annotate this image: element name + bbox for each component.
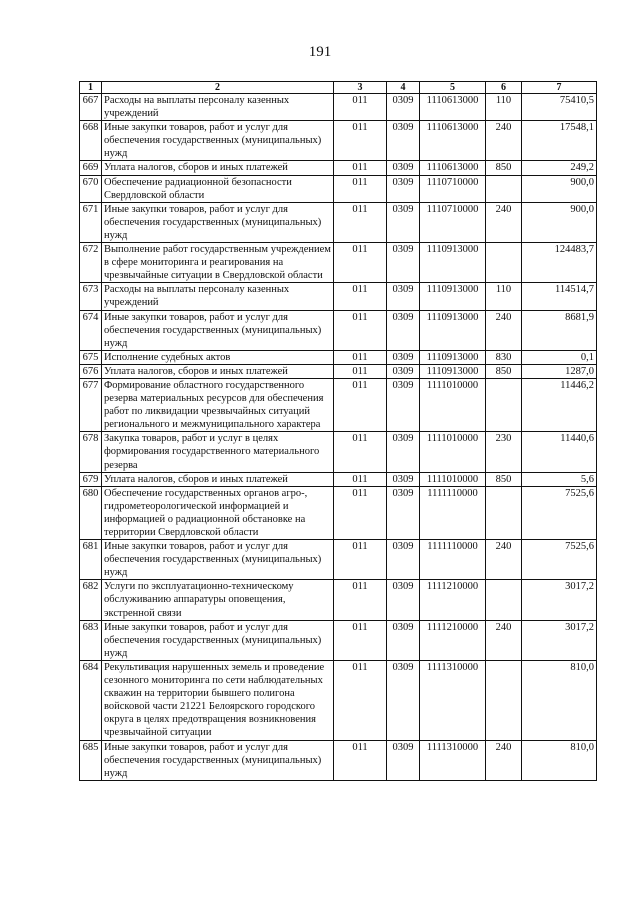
expense-name: Расходы на выплаты персоналу казенных учреждений [102, 283, 334, 310]
row-number: 683 [80, 620, 102, 660]
table-row [80, 486, 597, 539]
expense-type-code: 240 [486, 310, 522, 350]
section-code: 0309 [387, 660, 420, 740]
expense-name: Иные закупки товаров, работ и услуг для обеспечения государственных (муниципальных) нужд [102, 202, 334, 242]
table-row [80, 580, 597, 620]
ministry-code: 011 [334, 472, 387, 486]
expense-type-code: 110 [486, 94, 522, 121]
ministry-code: 011 [334, 620, 387, 660]
row-number: 674 [80, 310, 102, 350]
expense-name: Уплата налогов, сборов и иных платежей [102, 161, 334, 175]
section-code: 0309 [387, 161, 420, 175]
target-article-code: 1110613000 [420, 121, 486, 161]
row-number: 678 [80, 432, 102, 472]
target-article-code: 1110913000 [420, 364, 486, 378]
expense-name: Уплата налогов, сборов и иных платежей [102, 364, 334, 378]
row-number: 677 [80, 378, 102, 431]
expense-type-code: 830 [486, 350, 522, 364]
amount: 11446,2 [522, 378, 597, 431]
amount: 7525,6 [522, 486, 597, 539]
table-row [80, 161, 597, 175]
expense-name: Формирование областного государственного резерва материальных ресурсов для обеспечения работ по ликвидации чрезвычайных ситуаций регионального и межмуниципального характера [102, 378, 334, 431]
row-number: 675 [80, 350, 102, 364]
target-article-code: 1111210000 [420, 620, 486, 660]
amount: 3017,2 [522, 620, 597, 660]
row-number: 670 [80, 175, 102, 202]
amount: 124483,7 [522, 243, 597, 283]
section-code: 0309 [387, 486, 420, 539]
section-code: 0309 [387, 283, 420, 310]
expense-name: Иные закупки товаров, работ и услуг для обеспечения государственных (муниципальных) нужд [102, 121, 334, 161]
expense-name: Закупка товаров, работ и услуг в целях формирования государственного материального резерва [102, 432, 334, 472]
table-row [80, 364, 597, 378]
expense-type-code [486, 580, 522, 620]
table-row [80, 350, 597, 364]
table-row [80, 121, 597, 161]
ministry-code: 011 [334, 364, 387, 378]
table-row [80, 283, 597, 310]
row-number: 680 [80, 486, 102, 539]
expense-name: Уплата налогов, сборов и иных платежей [102, 472, 334, 486]
amount: 114514,7 [522, 283, 597, 310]
header-col-4: 4 [387, 82, 420, 94]
expense-name: Иные закупки товаров, работ и услуг для обеспечения государственных (муниципальных) нужд [102, 740, 334, 780]
expense-type-code: 850 [486, 161, 522, 175]
section-code: 0309 [387, 243, 420, 283]
row-number: 669 [80, 161, 102, 175]
expense-type-code: 110 [486, 283, 522, 310]
section-code: 0309 [387, 740, 420, 780]
ministry-code: 011 [334, 540, 387, 580]
expense-name: Расходы на выплаты персоналу казенных учреждений [102, 94, 334, 121]
expense-type-code: 240 [486, 740, 522, 780]
row-number: 673 [80, 283, 102, 310]
target-article-code: 1111010000 [420, 432, 486, 472]
section-code: 0309 [387, 202, 420, 242]
expense-type-code [486, 378, 522, 431]
row-number: 679 [80, 472, 102, 486]
table-row [80, 432, 597, 472]
target-article-code: 1111010000 [420, 472, 486, 486]
expense-type-code [486, 486, 522, 539]
table-row [80, 310, 597, 350]
header-col-6: 6 [486, 82, 522, 94]
row-number: 667 [80, 94, 102, 121]
amount: 17548,1 [522, 121, 597, 161]
expense-type-code: 240 [486, 121, 522, 161]
table-row [80, 378, 597, 431]
table-row [80, 175, 597, 202]
section-code: 0309 [387, 94, 420, 121]
amount: 5,6 [522, 472, 597, 486]
amount: 11440,6 [522, 432, 597, 472]
expense-name: Обеспечение радиационной безопасности Свердловской области [102, 175, 334, 202]
expense-type-code [486, 175, 522, 202]
section-code: 0309 [387, 472, 420, 486]
row-number: 682 [80, 580, 102, 620]
target-article-code: 1110710000 [420, 175, 486, 202]
amount: 7525,6 [522, 540, 597, 580]
ministry-code: 011 [334, 283, 387, 310]
section-code: 0309 [387, 175, 420, 202]
expense-type-code: 850 [486, 364, 522, 378]
ministry-code: 011 [334, 121, 387, 161]
section-code: 0309 [387, 540, 420, 580]
target-article-code: 1111310000 [420, 660, 486, 740]
ministry-code: 011 [334, 350, 387, 364]
header-col-7: 7 [522, 82, 597, 94]
expense-type-code: 240 [486, 620, 522, 660]
target-article-code: 1111010000 [420, 378, 486, 431]
budget-table [79, 81, 597, 781]
target-article-code: 1110913000 [420, 310, 486, 350]
ministry-code: 011 [334, 175, 387, 202]
amount: 810,0 [522, 660, 597, 740]
expense-name: Обеспечение государственных органов агро-, гидрометеорологической информацией и информацией о радиационной обстановке на территории Свердловской области [102, 486, 334, 539]
expense-type-code [486, 243, 522, 283]
expense-name: Иные закупки товаров, работ и услуг для обеспечения государственных (муниципальных) нужд [102, 310, 334, 350]
table-row [80, 660, 597, 740]
expense-name: Услуги по эксплуатационно-техническому обслуживанию аппаратуры оповещения, экстренной связи [102, 580, 334, 620]
expense-type-code [486, 660, 522, 740]
expense-name: Иные закупки товаров, работ и услуг для обеспечения государственных (муниципальных) нужд [102, 540, 334, 580]
amount: 75410,5 [522, 94, 597, 121]
row-number: 676 [80, 364, 102, 378]
row-number: 685 [80, 740, 102, 780]
row-number: 671 [80, 202, 102, 242]
target-article-code: 1111310000 [420, 740, 486, 780]
target-article-code: 1111110000 [420, 486, 486, 539]
table-row [80, 472, 597, 486]
ministry-code: 011 [334, 243, 387, 283]
ministry-code: 011 [334, 202, 387, 242]
expense-name: Выполнение работ государственным учреждением в сфере мониторинга и реагирования на чрезвычайные ситуации в Свердловской области [102, 243, 334, 283]
target-article-code: 1111210000 [420, 580, 486, 620]
row-number: 672 [80, 243, 102, 283]
amount: 249,2 [522, 161, 597, 175]
amount: 8681,9 [522, 310, 597, 350]
amount: 900,0 [522, 175, 597, 202]
expense-name: Иные закупки товаров, работ и услуг для обеспечения государственных (муниципальных) нужд [102, 620, 334, 660]
expense-name: Рекультивация нарушенных земель и проведение сезонного мониторинга по сети наблюдательных скважин на территории бывшего полигона войсковой части 21221 Белоярского городского округа в целях предотвращения возникновения чрезвычайной ситуации [102, 660, 334, 740]
ministry-code: 011 [334, 310, 387, 350]
target-article-code: 1110613000 [420, 94, 486, 121]
expense-type-code: 230 [486, 432, 522, 472]
ministry-code: 011 [334, 740, 387, 780]
section-code: 0309 [387, 364, 420, 378]
ministry-code: 011 [334, 94, 387, 121]
amount: 900,0 [522, 202, 597, 242]
ministry-code: 011 [334, 378, 387, 431]
expense-type-code: 850 [486, 472, 522, 486]
header-col-5: 5 [420, 82, 486, 94]
amount: 0,1 [522, 350, 597, 364]
header-col-2: 2 [102, 82, 334, 94]
header-col-3: 3 [334, 82, 387, 94]
section-code: 0309 [387, 350, 420, 364]
expense-name: Исполнение судебных актов [102, 350, 334, 364]
target-article-code: 1110913000 [420, 283, 486, 310]
amount: 810,0 [522, 740, 597, 780]
ministry-code: 011 [334, 486, 387, 539]
target-article-code: 1110913000 [420, 243, 486, 283]
row-number: 681 [80, 540, 102, 580]
target-article-code: 1110710000 [420, 202, 486, 242]
section-code: 0309 [387, 580, 420, 620]
table-row [80, 620, 597, 660]
amount: 3017,2 [522, 580, 597, 620]
section-code: 0309 [387, 620, 420, 660]
section-code: 0309 [387, 378, 420, 431]
ministry-code: 011 [334, 660, 387, 740]
ministry-code: 011 [334, 161, 387, 175]
expense-type-code: 240 [486, 202, 522, 242]
row-number: 684 [80, 660, 102, 740]
table-row [80, 202, 597, 242]
section-code: 0309 [387, 310, 420, 350]
expense-type-code: 240 [486, 540, 522, 580]
section-code: 0309 [387, 432, 420, 472]
target-article-code: 1110913000 [420, 350, 486, 364]
table-row [80, 740, 597, 780]
table-body [80, 94, 597, 781]
target-article-code: 1110613000 [420, 161, 486, 175]
target-article-code: 1111110000 [420, 540, 486, 580]
table-row [80, 94, 597, 121]
table-row [80, 243, 597, 283]
page-number: 191 [308, 44, 332, 60]
row-number: 668 [80, 121, 102, 161]
header-row [80, 82, 597, 94]
amount: 1287,0 [522, 364, 597, 378]
ministry-code: 011 [334, 432, 387, 472]
header-col-1: 1 [80, 82, 102, 94]
ministry-code: 011 [334, 580, 387, 620]
section-code: 0309 [387, 121, 420, 161]
table-row [80, 540, 597, 580]
